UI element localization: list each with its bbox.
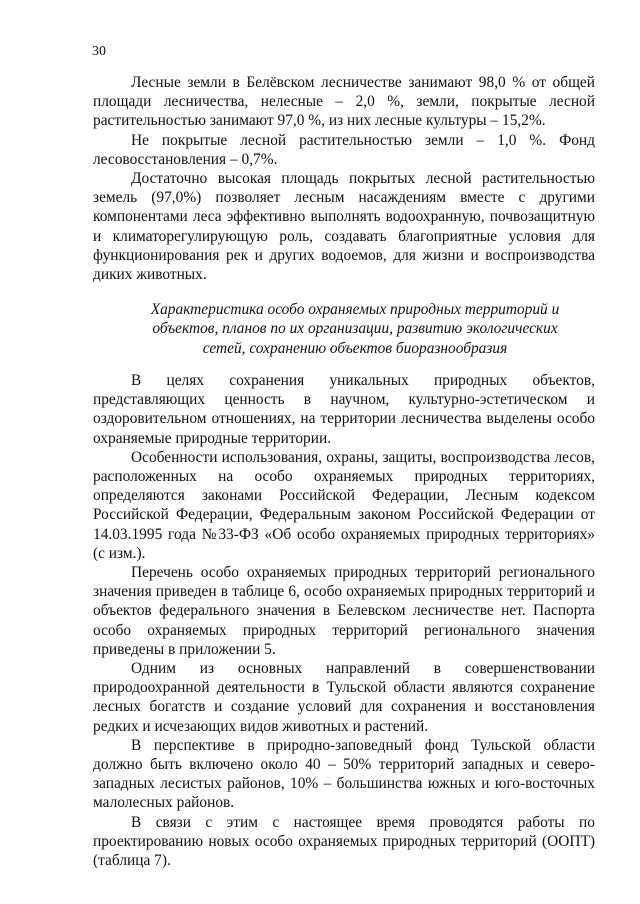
paragraph: Одним из основных направлений в совершенствовании природоохранной деятельности в Тульской области являются сохранение лесных богатств и создание условий для сохранения и восстановления редких и исчезающих видов животных и растений. — [93, 660, 595, 735]
section-heading — [100, 300, 610, 358]
paragraph: Не покрытые лесной растительностью земли – 1,0 %. Фонд лесовосстановления – 0,7%. — [93, 131, 595, 168]
paragraph: Лесные земли в Белёвском лесничестве занимают 98,0 % от общей площади лесничества, нелесные – 2,0 %, земли, покрытые лесной растительностью занимают 97,0 %, из них лесные культуры – 15,2%. — [93, 74, 595, 130]
paragraph: Перечень особо охраняемых природных территорий регионального значения приведен в таблице 6, особо охраняемых природных территорий и объектов федерального значения в Белевском лесничестве нет. Паспорта особо охраняемых природных территорий регионального значения приведены в приложении 5. — [93, 564, 595, 658]
paragraph: В целях сохранения уникальных природных объектов, представляющих ценность в научном, культурно-эстетическом и оздоровительном отношениях, на территории лесничества выделены особо охраняемые природные территории. — [93, 372, 595, 447]
page-number: 30 — [92, 44, 106, 59]
paragraph: Особенности использования, охраны, защиты, воспроизводства лесов, расположенных на особо охраняемых природных территориях, определяются законами Российской Федерации, Лесным кодексом Российской Федерации, Федеральным законом Российской Федерации от 14.03.1995 года №33-ФЗ «Об особо охраняемых природных территориях» (с изм.). — [93, 448, 595, 562]
heading-line: Характеристика особо охраняемых природных территорий и — [150, 301, 560, 318]
paragraph: Достаточно высокая площадь покрытых лесной растительностью земель (97,0%) позволяет лесным насаждениям вместе с другими компонентами леса эффективно выполнять водоохранную, почвозащитную и климаторегулирующую роль, создавать благоприятные условия для функционирования рек и других водоемов, для жизни и воспроизводства диких животных. — [93, 170, 595, 284]
heading-line: объектов, планов по их организации, развитию экологических — [152, 320, 558, 338]
paragraph: В перспективе в природно-заповедный фонд Тульской области должно быть включено около 40 – 50% территорий западных и северо-западных лесистых районов, 10% – большинства южных и юго-восточных малолесных районов. — [93, 736, 595, 812]
paragraph: В связи с этим с настоящее время проводятся работы по проектированию новых особо охраняемых природных территорий (ООПТ) (таблица 7). — [93, 813, 595, 870]
section-text-block — [93, 371, 595, 870]
heading-line: сетей, сохранению объектов биоразнообразия — [202, 339, 508, 357]
intro-text-block — [93, 73, 595, 284]
